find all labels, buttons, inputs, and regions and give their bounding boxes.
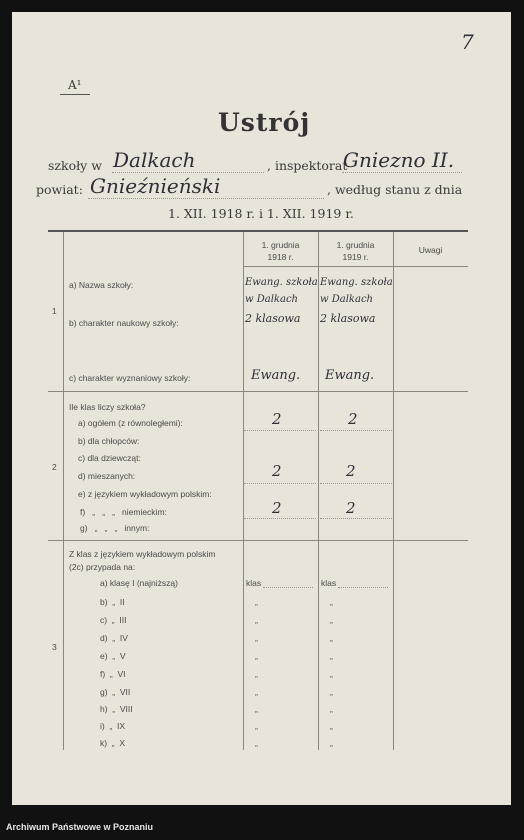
ditto-1918: „ <box>255 651 258 661</box>
inspectorate-dots <box>342 172 462 173</box>
row-dots <box>338 587 388 588</box>
row-dots <box>263 587 313 588</box>
section2-bottom-rule <box>48 540 468 541</box>
section3-subheading: (2c) przypada na: <box>69 562 136 572</box>
section3-number: 3 <box>52 642 57 652</box>
document-title: Ustrój <box>218 108 311 137</box>
school-character-label: b) charakter naukowy szkoły: <box>69 318 179 328</box>
section2-number: 2 <box>52 462 57 472</box>
col-1919-header: 1. grudnia 1919 r. <box>336 240 375 262</box>
ditto-1918: „ <box>255 721 258 731</box>
religion-1918: Ewang. <box>251 368 301 383</box>
row2-1918: 2 <box>272 499 282 517</box>
row2-label: d) mieszanych: <box>78 471 136 481</box>
ditto-1919: „ <box>330 704 333 714</box>
section1-number: 1 <box>52 306 57 316</box>
religion-1919: Ewang. <box>325 368 375 383</box>
row2-label: e) z językiem wykładowym polskim: <box>78 489 212 499</box>
form-code-underline <box>60 94 90 95</box>
ditto-1919: „ <box>330 597 333 607</box>
page-number: 7 <box>461 30 474 54</box>
row-dots <box>244 483 316 484</box>
class-row-label: i) „ IX <box>100 721 126 731</box>
row2-1918: 2 <box>272 410 282 428</box>
class-row-label: k) „ X <box>100 738 126 748</box>
ditto-1918: „ <box>255 687 258 697</box>
header-bottom-rule <box>243 266 468 267</box>
class-row-label: a) klasę I (najniższą) <box>100 578 178 588</box>
ditto-1919: „ <box>330 687 333 697</box>
row-dots <box>320 430 392 431</box>
district-value: Gnieźnieński <box>90 174 221 198</box>
inspectorate-value: Gniezno II. <box>343 148 455 172</box>
ditto-1919: „ <box>330 669 333 679</box>
col-notes-header: Uwagi <box>418 245 443 255</box>
character-1918: 2 klasowa <box>245 312 301 325</box>
place-dots <box>112 172 264 173</box>
klas-label-1918: klas <box>246 578 262 588</box>
row-dots <box>320 483 392 484</box>
row2-1919: 2 <box>346 499 356 517</box>
class-row-label: b) „ II <box>100 597 125 607</box>
row2-label: f) „ „ „ niemieckim: <box>80 507 167 517</box>
class-row-label: h) „ VIII <box>100 704 133 714</box>
school-religion-label: c) charakter wyznaniowy szkoły: <box>69 373 191 383</box>
row2-1919: 2 <box>346 462 356 480</box>
ditto-1918: „ <box>255 597 258 607</box>
class-row-label: d) „ IV <box>100 633 128 643</box>
row2-label: a) ogółem (z równoległemi): <box>78 418 183 428</box>
dates-line: 1. XII. 1918 r. i 1. XII. 1919 r. <box>168 206 354 221</box>
class-row-label: f) „ VI <box>100 669 126 679</box>
section1-bottom-rule <box>48 391 468 392</box>
ditto-1918: „ <box>255 633 258 643</box>
name-1919: Ewang. szkoła w Dalkach <box>320 277 393 305</box>
ditto-1919: „ <box>330 633 333 643</box>
col-1918-header: 1. grudnia 1918 r. <box>261 240 300 262</box>
row2-1919: 2 <box>348 410 358 428</box>
col-num-rule <box>63 232 64 750</box>
archive-footer <box>0 812 524 840</box>
class-row-label: c) „ III <box>100 615 127 625</box>
section2-heading: Ile klas liczy szkoła? <box>69 402 146 412</box>
ditto-1919: „ <box>330 615 333 625</box>
ditto-1919: „ <box>330 738 333 748</box>
school-name-label: a) Nazwa szkoły: <box>69 280 134 290</box>
form-code: A¹ <box>68 78 82 92</box>
district-dots <box>88 198 324 199</box>
klas-label-1919: klas <box>321 578 337 588</box>
ditto-1918: „ <box>255 669 258 679</box>
ditto-1918: „ <box>255 615 258 625</box>
school-place: Dalkach <box>113 148 196 172</box>
school-label: szkoły w <box>48 158 102 173</box>
ditto-1919: „ <box>330 651 333 661</box>
name-1918: Ewang. szkoła w Dalkach <box>245 277 318 305</box>
col-1919-rule <box>318 232 319 750</box>
row2-label: g) „ „ „ innym: <box>80 523 150 533</box>
row2-1918: 2 <box>272 462 282 480</box>
ditto-1918: „ <box>255 704 258 714</box>
row2-label: b) dla chłopców: <box>78 436 140 446</box>
col-1918-rule <box>243 232 244 750</box>
col-notes-rule <box>393 232 394 750</box>
class-row-label: g) „ VII <box>100 687 131 697</box>
table-top-rule <box>48 230 468 232</box>
archive-name: Archiwum Państwowe w Poznaniu <box>6 822 154 832</box>
ditto-1919: „ <box>330 721 333 731</box>
row-dots <box>244 518 316 519</box>
row-dots <box>244 430 316 431</box>
row2-label: c) dla dziewcząt: <box>78 453 141 463</box>
character-1919: 2 klasowa <box>320 312 376 325</box>
inspectorate-label: , inspektorat <box>267 158 348 173</box>
district-label: powiat: <box>36 182 83 197</box>
date-label: , według stanu z dnia <box>327 182 463 197</box>
section3-heading: Z klas z językiem wykładowym polskim <box>69 549 216 559</box>
ditto-1918: „ <box>255 738 258 748</box>
class-row-label: e) „ V <box>100 651 126 661</box>
row-dots <box>320 518 392 519</box>
